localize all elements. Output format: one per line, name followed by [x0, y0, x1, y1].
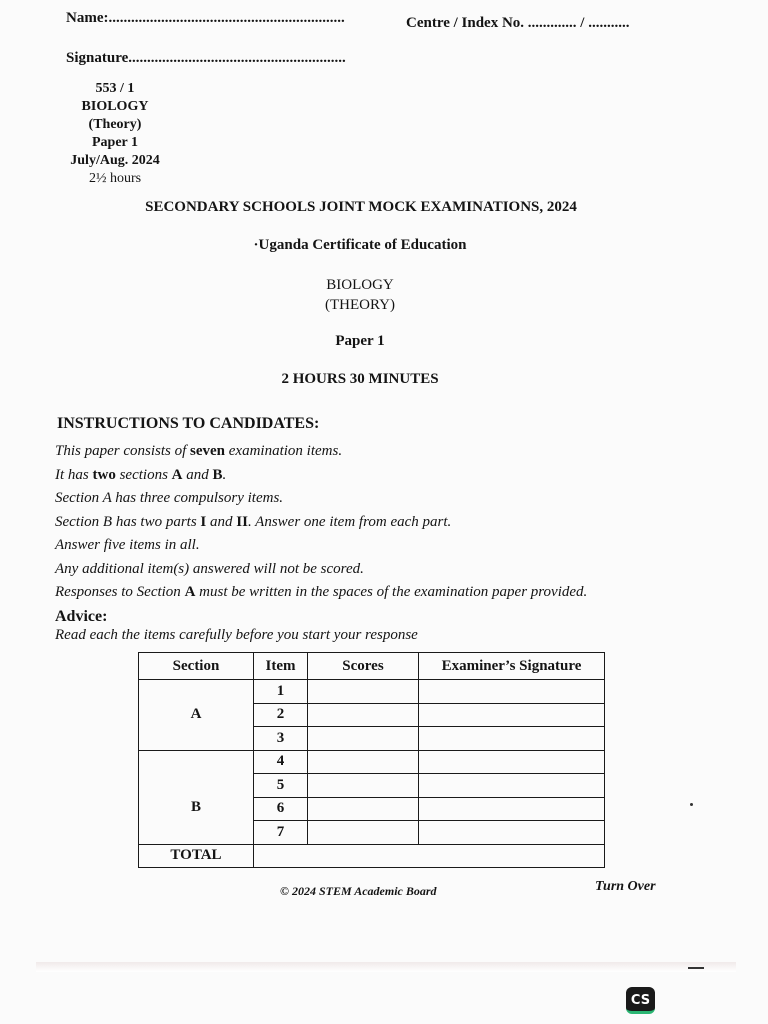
paper-duration: 2½ hours	[88, 171, 142, 186]
total-row	[139, 844, 605, 868]
score-cell[interactable]	[308, 797, 419, 821]
paper-session: July/Aug. 2024	[70, 153, 160, 168]
name-line: Name:...............................................................	[66, 10, 345, 26]
signature-cell[interactable]	[419, 703, 605, 727]
time-title: 2 HOURS 30 MINUTES	[281, 371, 439, 387]
scan-mark	[688, 967, 704, 969]
header-section: Section	[139, 653, 254, 680]
turn-over-text: Turn Over	[595, 879, 656, 894]
signature-cell[interactable]	[419, 727, 605, 751]
scan-speck	[690, 803, 693, 806]
total-label: TOTAL	[139, 844, 254, 868]
camscanner-logo-icon: CS	[626, 987, 655, 1014]
copyright-text: © 2024 STEM Academic Board	[280, 884, 437, 898]
score-cell[interactable]	[308, 680, 419, 704]
signature-cell[interactable]	[419, 821, 605, 845]
centre-index-line: Centre / Index No. ............. / ...........	[406, 15, 630, 31]
signature-cell[interactable]	[419, 680, 605, 704]
subject-type: (THEORY)	[325, 297, 395, 313]
signature-line: Signature..........................................................	[66, 50, 346, 66]
advice-text: Read each the items carefully before you start your response	[55, 627, 418, 643]
score-cell[interactable]	[308, 750, 419, 774]
paper-edge-shadow	[36, 962, 736, 972]
header-item: Item	[254, 653, 308, 680]
paper-subject: BIOLOGY	[81, 99, 149, 114]
item-cell: 3	[254, 727, 308, 751]
paper-info-block	[60, 80, 170, 188]
paper-title: Paper 1	[335, 333, 385, 349]
score-cell[interactable]	[308, 821, 419, 845]
instructions-list	[55, 440, 587, 605]
instruction-line-3: Section A has three compulsory items.	[55, 490, 284, 506]
score-table-header	[139, 653, 605, 680]
instruction-line-6: Any additional item(s) answered will not be scored.	[55, 560, 364, 577]
instruction-line-2: It has two sections A and B.	[55, 466, 227, 483]
item-cell: 5	[254, 774, 308, 798]
advice-heading: Advice:	[55, 608, 108, 625]
item-cell: 4	[254, 750, 308, 774]
certificate-title: ·Uganda Certificate of Education	[253, 237, 467, 253]
header-scores: Scores	[308, 653, 419, 680]
section-a-cell: A	[139, 680, 254, 751]
section-b-cell: B	[139, 750, 254, 844]
item-cell: 7	[254, 821, 308, 845]
paper-code: 553 / 1	[95, 81, 135, 96]
subject-title: BIOLOGY	[326, 277, 394, 293]
subject-title-block	[0, 275, 720, 315]
instruction-line-7: Responses to Section A must be written in the spaces of the examination paper provided.	[55, 584, 588, 600]
instructions-heading: INSTRUCTIONS TO CANDIDATES:	[57, 415, 320, 432]
total-score-cell[interactable]	[254, 844, 605, 868]
paper-number: Paper 1	[91, 135, 138, 150]
signature-cell[interactable]	[419, 774, 605, 798]
item-cell: 1	[254, 680, 308, 704]
table-row	[139, 750, 605, 774]
table-row	[139, 680, 605, 704]
header-examiner-signature: Examiner’s Signature	[419, 653, 605, 680]
score-cell[interactable]	[308, 774, 419, 798]
exam-title: SECONDARY SCHOOLS JOINT MOCK EXAMINATIONS, 2024	[145, 199, 577, 215]
paper-type: (Theory)	[88, 117, 142, 132]
score-cell[interactable]	[308, 727, 419, 751]
instruction-line-1: This paper consists of seven examination items.	[55, 443, 343, 459]
signature-cell[interactable]	[419, 797, 605, 821]
item-cell: 6	[254, 797, 308, 821]
item-cell: 2	[254, 703, 308, 727]
instruction-line-5: Answer five items in all.	[55, 537, 200, 553]
score-cell[interactable]	[308, 703, 419, 727]
score-table	[138, 652, 605, 868]
signature-cell[interactable]	[419, 750, 605, 774]
instruction-line-4: Section B has two parts I and II. Answer one item from each part.	[55, 513, 452, 530]
